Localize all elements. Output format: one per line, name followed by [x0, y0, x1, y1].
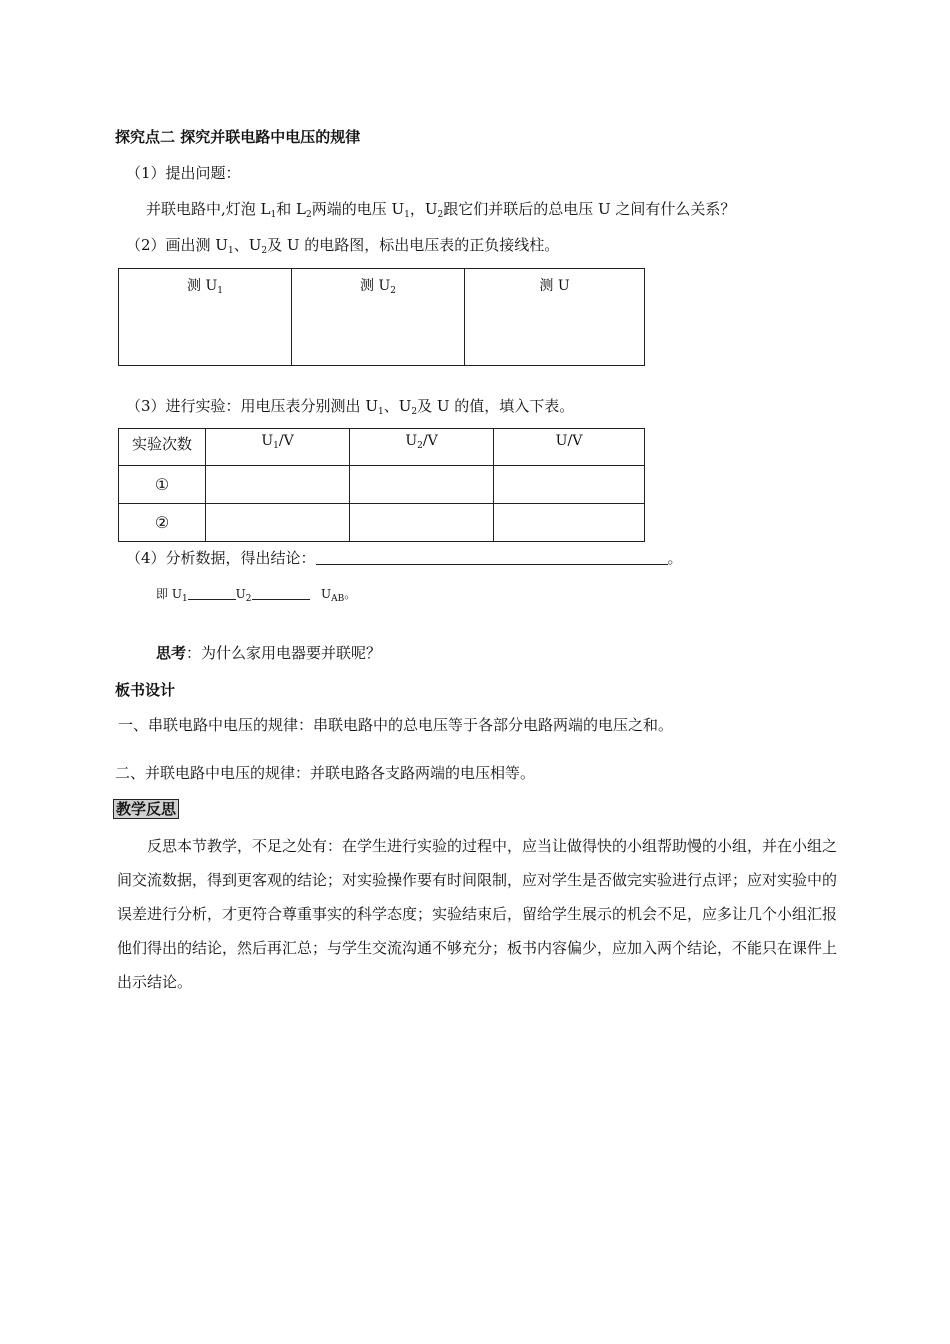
header-u2: $U_2/V$	[350, 429, 494, 466]
trial-1: ①	[119, 466, 206, 504]
cell-empty	[494, 466, 645, 504]
header-u1: $U_1/V$	[206, 429, 350, 466]
cell-empty	[350, 504, 494, 542]
relation-line: 即 $U_1$ $U_2$ $U_{AB}$。	[156, 587, 357, 604]
circuit-cell-u2: 测 $U_2$	[292, 269, 465, 366]
circuit-cell-u: 测 U	[465, 269, 645, 366]
board-item-1: 一、串联电路中电压的规律：串联电路中的总电压等于各部分电路两端的电压之和。	[118, 716, 674, 734]
header-trial: 实验次数	[119, 429, 206, 466]
question-3-label: （3）进行实验：用电压表分别测出 $U_1$、$U_2$及 U 的值，填入下表。	[126, 397, 575, 417]
question-text: 并联电路中,灯泡 $L_1$和 $L_2$两端的电压 $U_1$，$U_2$跟它们并联后的总电压 U 之间有什么关系？	[146, 200, 736, 220]
cell-empty	[206, 504, 350, 542]
cell-empty	[206, 466, 350, 504]
board-item-2: 二、并联电路中电压的规律：并联电路各支路两端的电压相等。	[115, 764, 536, 782]
cell-empty	[494, 504, 645, 542]
conclusion-blank	[316, 564, 668, 565]
cell-empty	[350, 466, 494, 504]
relation-blank-1	[188, 599, 236, 600]
reflection-paragraph: 反思本节教学，不足之处有：在学生进行实验的过程中，应当让做得快的小组帮助慢的小组，并在小组之间交流数据，得到更客观的结论；对实验操作要有时间限制，应对学生是否做完实验进行点评；应对实验中的误差进行分析，才更符合尊重事实的科学态度；实验结束后，留给学生展示的机会不足，应多让几个小组汇报他们得出的结论，然后再汇总；与学生交流沟通不够充分；板书内容偏少，应加入两个结论，不能只在课件上出示结论。	[117, 837, 838, 991]
reflection-title: 教学反思	[113, 799, 179, 819]
section-title: 探究点二 探究并联电路中电压的规律	[115, 128, 361, 146]
think-line: 思考：为什么家用电器要并联呢？	[156, 644, 382, 662]
data-table	[118, 428, 645, 542]
relation-blank-2	[252, 599, 310, 600]
question-4-label: （4）分析数据，得出结论： 。	[126, 549, 683, 567]
board-design-title: 板书设计	[115, 681, 176, 699]
header-u: U/V	[494, 429, 645, 466]
question-1-label: （1）提出问题：	[126, 164, 241, 182]
circuit-diagram-table	[118, 268, 645, 366]
circuit-cell-u1: 测 $U_1$	[119, 269, 292, 366]
trial-2: ②	[119, 504, 206, 542]
question-2-label: （2）画出测 $U_1$、$U_2$及 U 的电路图，标出电压表的正负接线柱。	[126, 236, 560, 256]
